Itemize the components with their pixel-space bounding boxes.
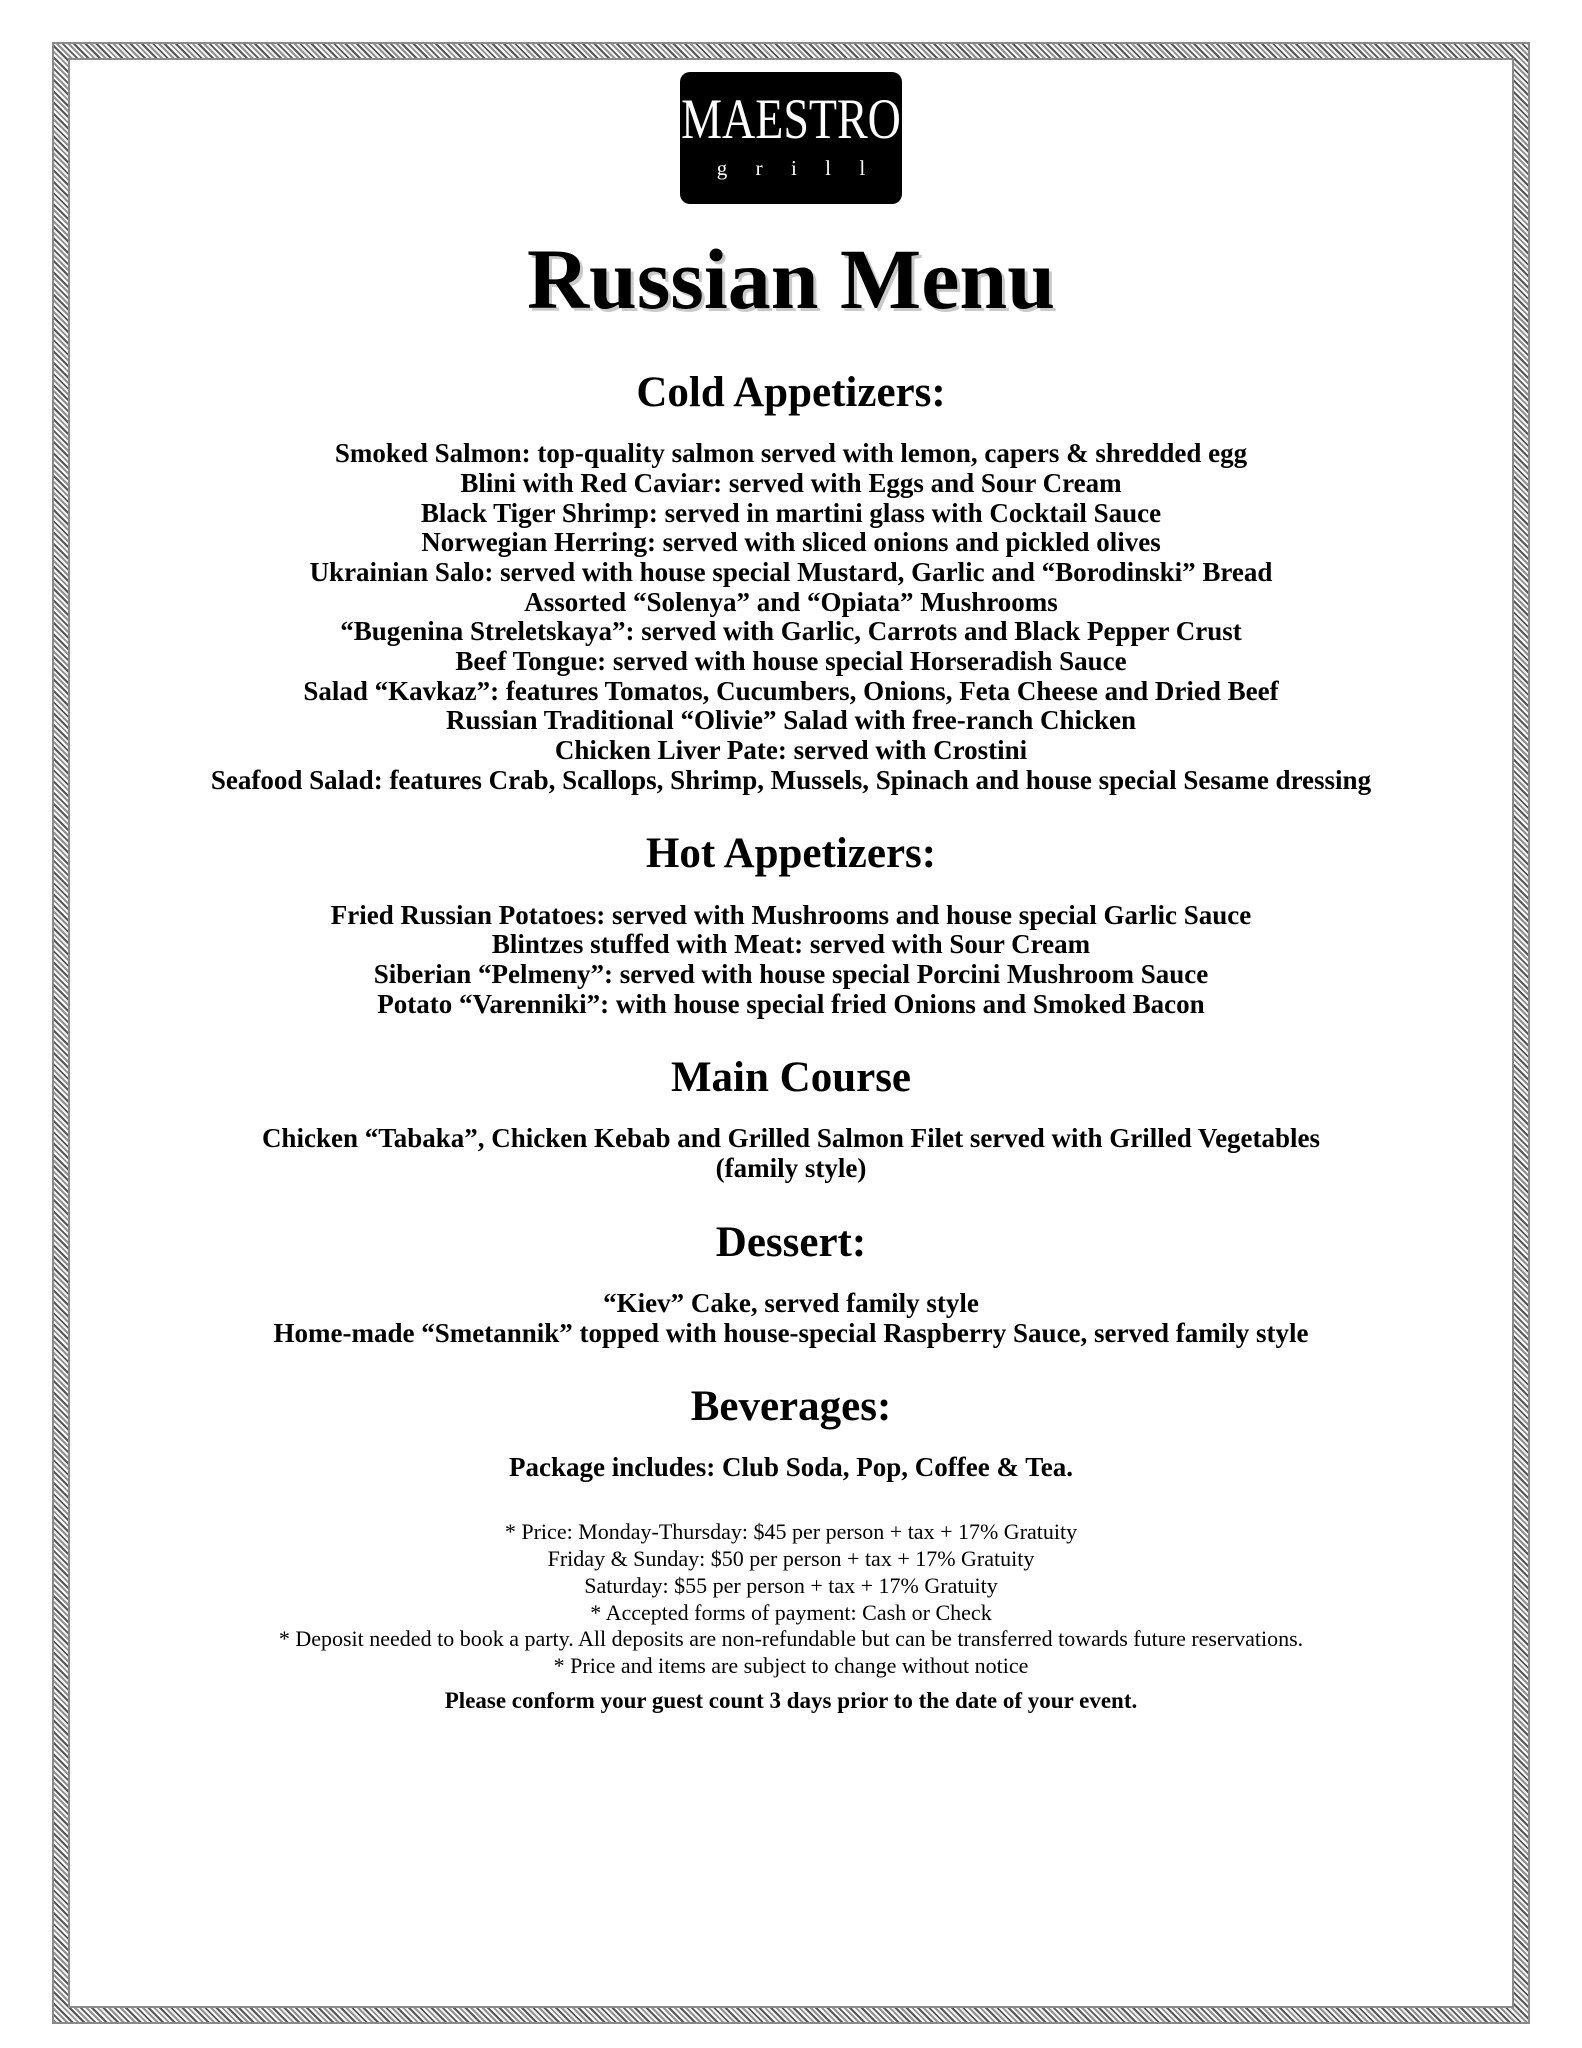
footnote-price-friday-sunday: Friday & Sunday: $50 per person + tax + 17% Gratuity (547, 1545, 1035, 1571)
footnote-price-saturday: Saturday: $55 per person + tax + 17% Gratuity (584, 1572, 998, 1598)
menu-item: Home-made “Smetannik” topped with house-special Raspberry Sauce, served family style (273, 1317, 1309, 1348)
menu-item: Package includes: Club Soda, Pop, Coffee & Tea. (508, 1452, 1074, 1483)
footnote-deposit: * Deposit needed to book a party. All deposits are non-refundable but can be transferred towards future reservations. (278, 1626, 1304, 1652)
menu-item: Ukrainian Salo: served with house special Mustard, Garlic and “Borodinski” Bread (309, 556, 1273, 587)
footnote-price-weekday: * Price: Monday-Thursday: $45 per person + tax + 17% Gratuity (504, 1519, 1078, 1545)
menu-item: “Kiev” Cake, served family style (603, 1287, 979, 1318)
menu-item: Norwegian Herring: served with sliced onions and pickled olives (421, 527, 1161, 558)
menu-item: Black Tiger Shrimp: served in martini glass with Cocktail Sauce (420, 497, 1162, 528)
section-heading-cold: Cold Appetizers: (636, 369, 946, 416)
page-title: Russian Menu (526, 231, 1056, 327)
section-heading-beverages: Beverages: (690, 1383, 892, 1431)
main-course-list (241, 1124, 1341, 1183)
footnotes (100, 1519, 1482, 1680)
menu-item: Salad “Kavkaz”: features Tomatos, Cucumbers, Onions, Feta Cheese and Dried Beef (303, 675, 1279, 706)
menu-content (100, 72, 1482, 1714)
section-dessert (100, 1220, 1482, 1349)
menu-item: Fried Russian Potatoes: served with Mushrooms and house special Garlic Sauce (330, 899, 1252, 930)
menu-item: Assorted “Solenya” and “Opiata” Mushrooms (524, 586, 1058, 617)
menu-item: Blini with Red Caviar: served with Eggs and Sour Cream (460, 467, 1122, 498)
cold-appetizers-list (206, 439, 1376, 795)
menu-item: Beef Tongue: served with house special Horseradish Sauce (455, 645, 1127, 676)
section-heading-dessert: Dessert: (715, 1218, 867, 1266)
section-hot-appetizers (100, 831, 1482, 1019)
section-heading-main: Main Course (670, 1054, 912, 1102)
dessert-list (131, 1289, 1451, 1348)
section-main-course (100, 1055, 1482, 1184)
menu-item: Chicken “Tabaka”, Chicken Kebab and Grilled Salmon Filet served with Grilled Vegetables (family style) (261, 1123, 1321, 1184)
menu-item: Blintzes stuffed with Meat: served with Sour Cream (491, 929, 1091, 960)
restaurant-logo (680, 72, 902, 204)
menu-item: Potato “Varenniki”: with house special fried Onions and Smoked Bacon (377, 988, 1205, 1019)
section-beverages (100, 1384, 1482, 1483)
hot-appetizers-list (141, 901, 1441, 1020)
menu-item: Siberian “Pelmeny”: served with house special Porcini Mushroom Sauce (373, 958, 1209, 989)
section-heading-hot: Hot Appetizers: (645, 830, 937, 878)
menu-item: Smoked Salmon: top-quality salmon served with lemon, capers & shredded egg (334, 438, 1248, 469)
menu-item: Chicken Liver Pate: served with Crostini (554, 735, 1028, 766)
section-cold-appetizers (100, 370, 1482, 795)
logo-wordmark: MAESTRO (681, 86, 901, 150)
footnote-payment: * Accepted forms of payment: Cash or Check (590, 1599, 992, 1625)
guest-count-note: Please conform your guest count 3 days prior to the date of your event. (444, 1688, 1138, 1714)
logo-subtitle: g r i l l (716, 155, 877, 180)
menu-item: Seafood Salad: features Crab, Scallops, Shrimp, Mussels, Spinach and house special Sesame dressing (210, 764, 1372, 795)
menu-item: Russian Traditional “Olivie” Salad with free-ranch Chicken (445, 705, 1137, 736)
menu-item: “Bugenina Streletskaya”: served with Garlic, Carrots and Black Pepper Crust (340, 616, 1242, 647)
footnote-price-change: * Price and items are subject to change without notice (553, 1653, 1029, 1679)
beverages-list (131, 1453, 1451, 1483)
